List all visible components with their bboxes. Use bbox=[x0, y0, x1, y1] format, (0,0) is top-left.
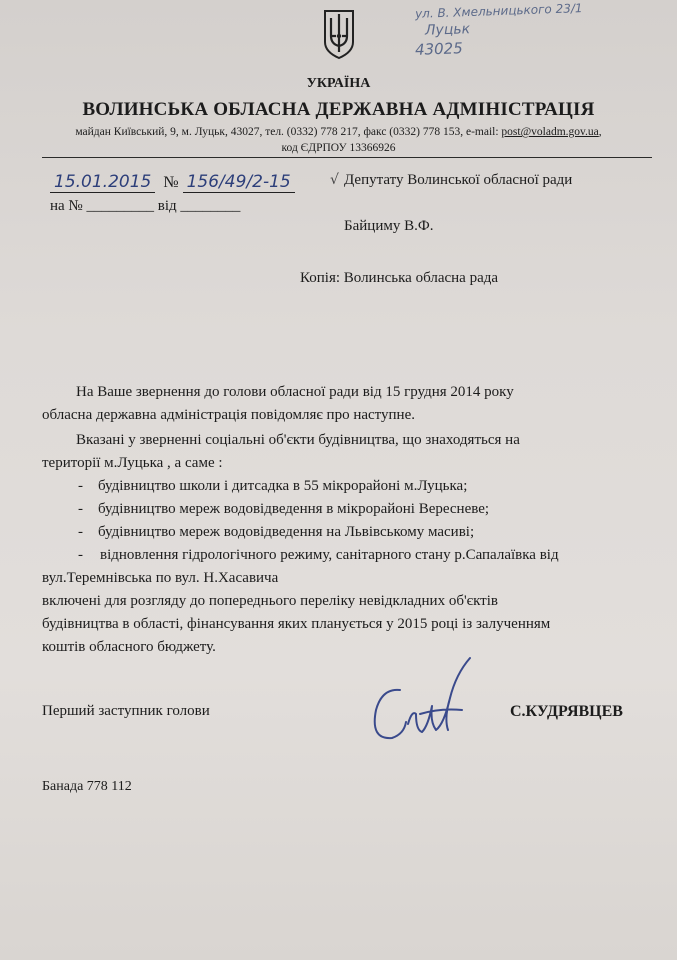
handwritten-address-line2: Луцьк bbox=[424, 21, 471, 39]
executor-contact: Банада 778 112 bbox=[42, 779, 132, 794]
outgoing-number: 156/49/2-15 bbox=[183, 172, 295, 193]
paragraph2-line2: території м.Луцька , а саме : bbox=[42, 455, 223, 471]
handwritten-signature bbox=[360, 652, 480, 757]
contact-suffix: , bbox=[598, 126, 602, 138]
signatory-position: Перший заступник голови bbox=[42, 703, 210, 719]
paragraph1-line1: На Ваше звернення до голови обласної ради від 15 грудня 2014 року bbox=[76, 384, 514, 400]
list-dash-2: - bbox=[78, 501, 83, 517]
list-item-2: будівництво мереж водовідведення в мікрорайоні Вересневе; bbox=[98, 501, 490, 517]
copy-recipient: Копія: Волинська обласна рада bbox=[300, 270, 499, 286]
contact-line bbox=[0, 126, 677, 138]
signatory-name: С.КУДРЯВЦЕВ bbox=[510, 703, 623, 720]
number-label: № bbox=[163, 174, 179, 191]
tryzub-emblem-icon bbox=[322, 8, 356, 60]
list-item-3: будівництво мереж водовідведення на Львівському масиві; bbox=[98, 524, 475, 540]
list-dash-3: - bbox=[78, 524, 83, 540]
contact-address: майдан Київський, 9, м. Луцьк, 43027, тел. (0332) 778 217, факс (0332) 778 153, e-mail: bbox=[75, 126, 502, 138]
header-divider bbox=[42, 157, 652, 158]
paragraph3-line3: коштів обласного бюджету. bbox=[42, 639, 216, 655]
email-link[interactable]: post@voladm.gov.ua bbox=[501, 126, 599, 138]
country-name: УКРАЇНА bbox=[306, 76, 371, 91]
check-mark: √ bbox=[330, 172, 339, 188]
paragraph1-line2: обласна державна адміністрація повідомляє про наступне. bbox=[42, 407, 415, 423]
paragraph2-line1: Вказані у зверненні соціальні об'єкти будівництва, що знаходяться на bbox=[76, 432, 520, 448]
addressee-line2: Байциму В.Ф. bbox=[344, 218, 434, 234]
outgoing-reference bbox=[50, 172, 295, 192]
edrpou-code: код ЄДРПОУ 13366926 bbox=[281, 142, 396, 154]
organization-name: ВОЛИНСЬКА ОБЛАСНА ДЕРЖАВНА АДМІНІСТРАЦІЯ bbox=[82, 99, 595, 120]
handwritten-address-line1: ул. В. Хмельницького 23/1 bbox=[414, 1, 583, 21]
handwritten-address-line3: 43025 bbox=[414, 39, 464, 59]
list-dash-4: - bbox=[78, 547, 83, 563]
reply-reference: на № _________ від ________ bbox=[50, 198, 241, 214]
paragraph3-line1: включені для розгляду до попереднього переліку невідкладних об'єктів bbox=[42, 593, 498, 609]
list-dash-1: - bbox=[78, 478, 83, 494]
list-item-1: будівництво школи і дитсадка в 55 мікрорайоні м.Луцька; bbox=[98, 478, 468, 494]
paragraph3-line2: будівництва в області, фінансування яких планується у 2015 році із залученням bbox=[42, 616, 551, 632]
outgoing-date: 15.01.2015 bbox=[50, 172, 155, 193]
list-item-4: відновлення гідрологічного режиму, санітарного стану р.Сапалаївка від bbox=[100, 547, 559, 563]
list-item-4-continued: вул.Теремнівська по вул. Н.Хасавича bbox=[42, 570, 279, 586]
addressee-line1: Депутату Волинської обласної ради bbox=[344, 172, 573, 188]
